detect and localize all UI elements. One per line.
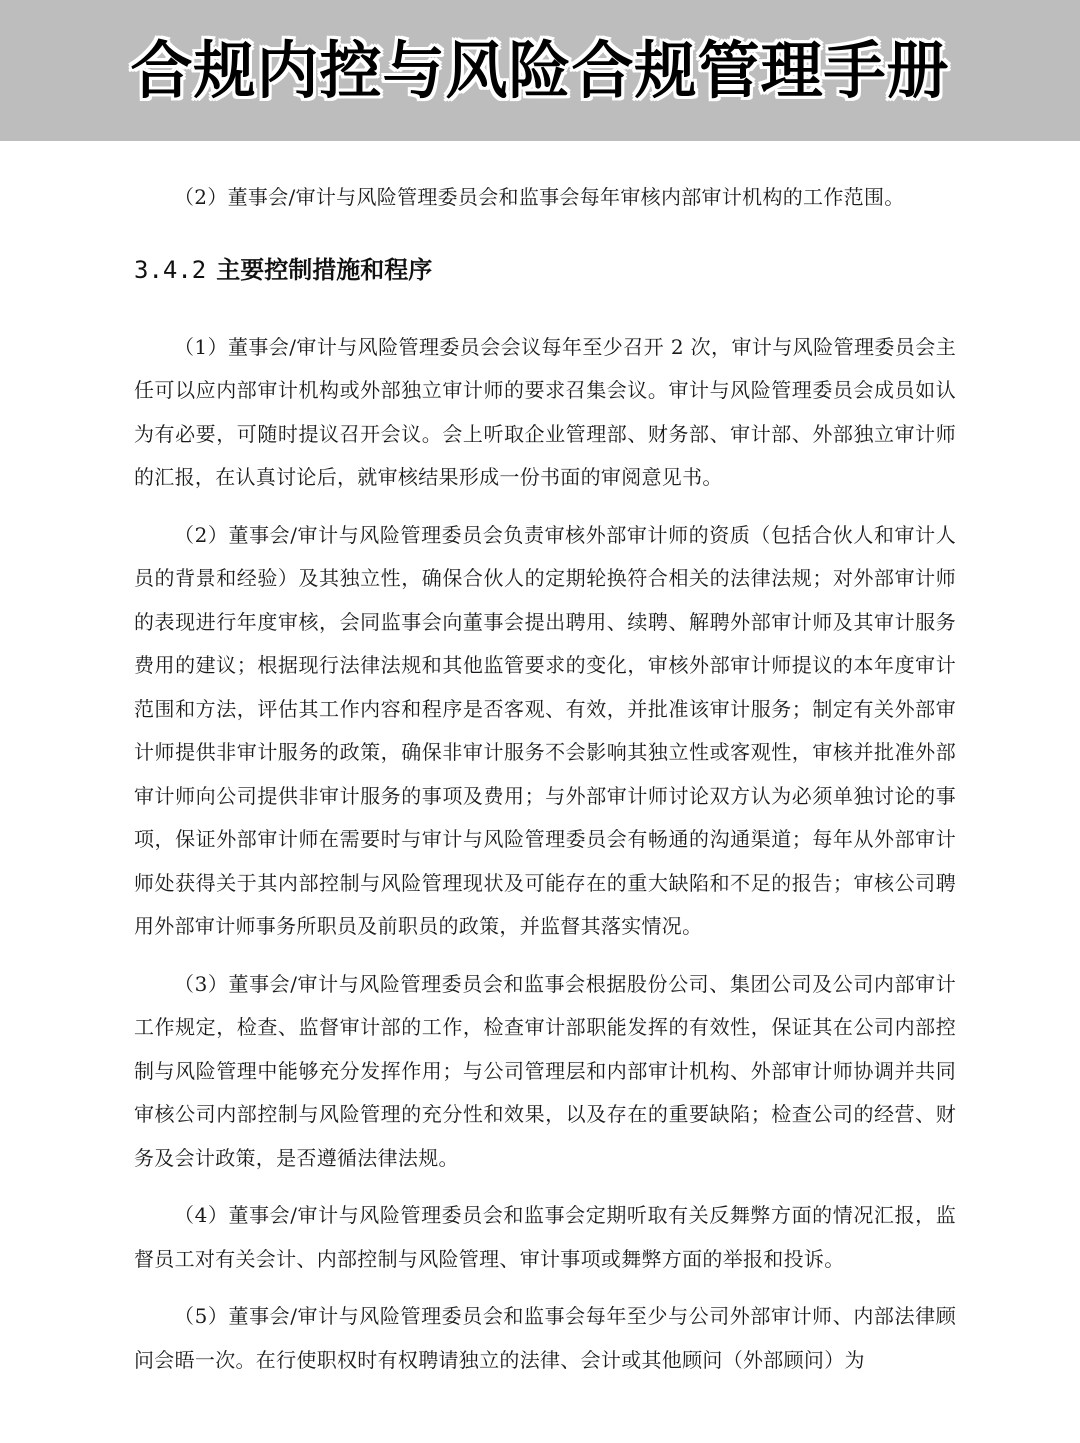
paragraph-4: （4）董事会/审计与风险管理委员会和监事会定期听取有关反舞弊方面的情况汇报，监督员工对有关会计、内部控制与风险管理、审计事项或舞弊方面的举报和投诉。 (134, 1203, 956, 1271)
intro-paragraph: （2）董事会/审计与风险管理委员会和监事会每年审核内部审计机构的工作范围。 (174, 185, 905, 209)
paragraph-2: （2）董事会/审计与风险管理委员会负责审核外部审计师的资质（包括合伙人和审计人员的背景和经验）及其独立性，确保合伙人的定期轮换符合相关的法律法规；对外部审计师的表现进行年度审核，会同监事会向董事会提出聘用、续聘、解聘外部审计师及其审计服务费用的建议；根据现行法律法规和其他监管要求的变化，审核外部审计师提议的本年度审计范围和方法，评估其工作内容和程序是否客观、有效，并批准该审计服务；制定有关外部审计师提供非审计服务的政策，确保非审计服务不会影响其独立性或客观性，审核并批准外部审计师向公司提供非审计服务的事项及费用；与外部审计师讨论双方认为必须单独讨论的事项，保证外部审计师在需要时与审计与风险管理委员会有畅通的沟通渠道；每年从外部审计师处获得关于其内部控制与风险管理现状及可能存在的重大缺陷和不足的报告；审核公司聘用外部审计师事务所职员及前职员的政策，并监督其落实情况。 (134, 522, 956, 938)
paragraph-3: （3）董事会/审计与风险管理委员会和监事会根据股份公司、集团公司及公司内部审计工作规定，检查、监督审计部的工作，检查审计部职能发挥的有效性，保证其在公司内部控制与风险管理中能够充分发挥作用；与公司管理层和内部审计机构、外部审计师协调并共同审核公司内部控制与风险管理的充分性和效果，以及存在的重要缺陷；检查公司的经营、财务及会计政策，是否遵循法律法规。 (134, 971, 956, 1170)
paragraph-1: （1）董事会/审计与风险管理委员会会议每年至少召开 2 次，审计与风险管理委员会主任可以应内部审计机构或外部独立审计师的要求召集会议。审计与风险管理委员会成员如认为有必要，可随时提议召开会议。会上听取企业管理部、财务部、审计部、外部独立审计师的汇报，在认真讨论后，就审核结果形成一份书面的审阅意见书。 (134, 334, 956, 489)
manual-title: 合规内控与风险合规管理手册 (130, 34, 950, 107)
section-heading (134, 250, 956, 290)
document-body (134, 176, 956, 1382)
section-number: 3.4.2 (134, 255, 207, 284)
section-title: 主要控制措施和程序 (216, 255, 433, 284)
paragraph-5: （5）董事会/审计与风险管理委员会和监事会每年至少与公司外部审计师、内部法律顾问会晤一次。在行使职权时有权聘请独立的法律、会计或其他顾问（外部顾问）为 (134, 1304, 956, 1372)
